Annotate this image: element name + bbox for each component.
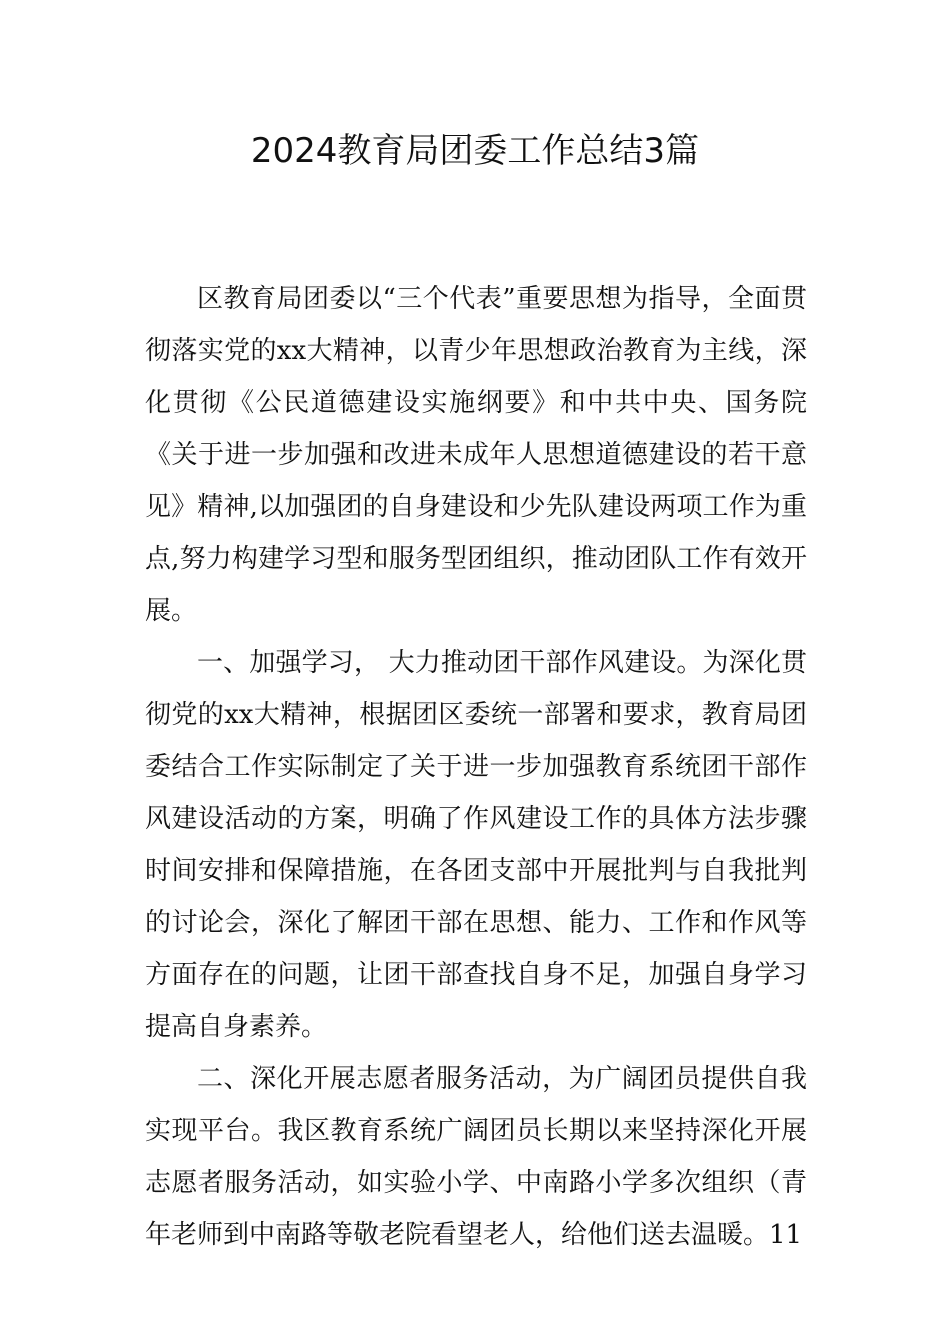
document-body xyxy=(145,273,807,1261)
paragraph-section-two: 二、深化开展志愿者服务活动，为广阔团员提供自我实现平台。我区教育系统广阔团员长期以来坚持深化开展志愿者服务活动，如实验小学、中南路小学多次组织（青年老师到中南路等敬老院看望老人，给他们送去温暖。11 xyxy=(145,1064,807,1250)
paragraph-section-one: 一、加强学习， 大力推动团干部作风建设。为深化贯彻党的xx大精神，根据团区委统一部署和要求，教育局团委结合工作实际制定了关于进一步加强教育系统团干部作风建设活动的方案，明确了作风建设工作的具体方法步骤时间安排和保障措施，在各团支部中开展批判与自我批判的讨论会，深化了解团干部在思想、能力、工作和作风等方面存在的问题，让团干部查找自身不足，加强自身学习提高自身素养。 xyxy=(145,648,807,1042)
document-title: 2024教育局团委工作总结3篇 xyxy=(250,131,700,171)
paragraph-intro: 区教育局团委以“三个代表”重要思想为指导，全面贯彻落实党的xx大精神，以青少年思想政治教育为主线，深化贯彻《公民道德建设实施纲要》和中共中央、国务院《关于进一步加强和改进未成年人思想道德建设的若干意见》精神,以加强团的自身建设和少先队建设两项工作为重点,努力构建学习型和服务型团组织，推动团队工作有效开展。 xyxy=(145,284,807,626)
